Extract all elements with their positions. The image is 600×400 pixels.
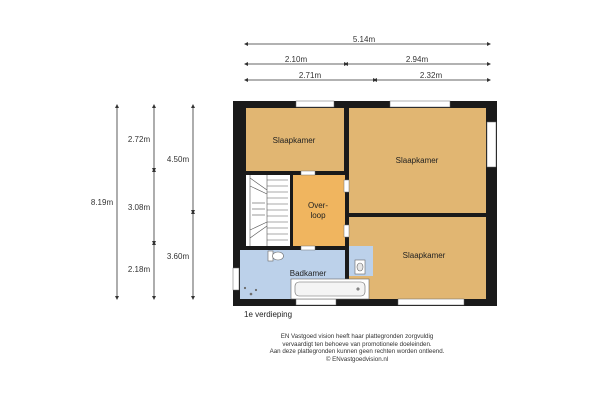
dim-left-a: 2.72m: [127, 135, 151, 144]
label-slaapkamer-top-left: Slaapkamer: [272, 136, 316, 145]
dim-top-right: 2.94m: [405, 55, 429, 64]
dim-top-left: 2.10m: [284, 55, 308, 64]
dim-left-c: 2.18m: [127, 265, 151, 274]
label-slaapkamer-bottom-right: Slaapkamer: [402, 251, 446, 260]
disclaimer-line: Aan deze plattegronden kunnen geen rechten worden ontleend.: [269, 348, 445, 356]
dim-top-total: 5.14m: [352, 35, 376, 44]
label-badkamer: Badkamer: [289, 269, 327, 278]
dim-left-e: 3.60m: [166, 252, 190, 261]
top-dimensions: [246, 44, 489, 80]
stair-area: [246, 175, 290, 246]
disclaimer-line: vervaardigt ten behoeve van promotionele doeleinden.: [282, 340, 432, 348]
dim-left-b: 3.08m: [127, 203, 151, 212]
dim-left-d: 4.50m: [166, 155, 190, 164]
floor-label: 1e verdieping: [244, 310, 293, 319]
dim-top-mid-left: 2.71m: [298, 71, 322, 80]
disclaimer-line: © ENvastgoedvision.nl: [325, 355, 389, 363]
label-overloop-line1: Over-: [308, 201, 328, 210]
label-overloop-line2: loop: [310, 211, 326, 220]
dim-left-total: 8.19m: [90, 198, 114, 207]
label-slaapkamer-top-right: Slaapkamer: [395, 156, 439, 165]
disclaimer: [222, 333, 492, 363]
toilet-icon: [273, 252, 284, 260]
disclaimer-line: EN Vastgoed vision heeft haar plattegronden zorgvuldig: [280, 333, 434, 340]
dim-top-mid-right: 2.32m: [419, 71, 443, 80]
